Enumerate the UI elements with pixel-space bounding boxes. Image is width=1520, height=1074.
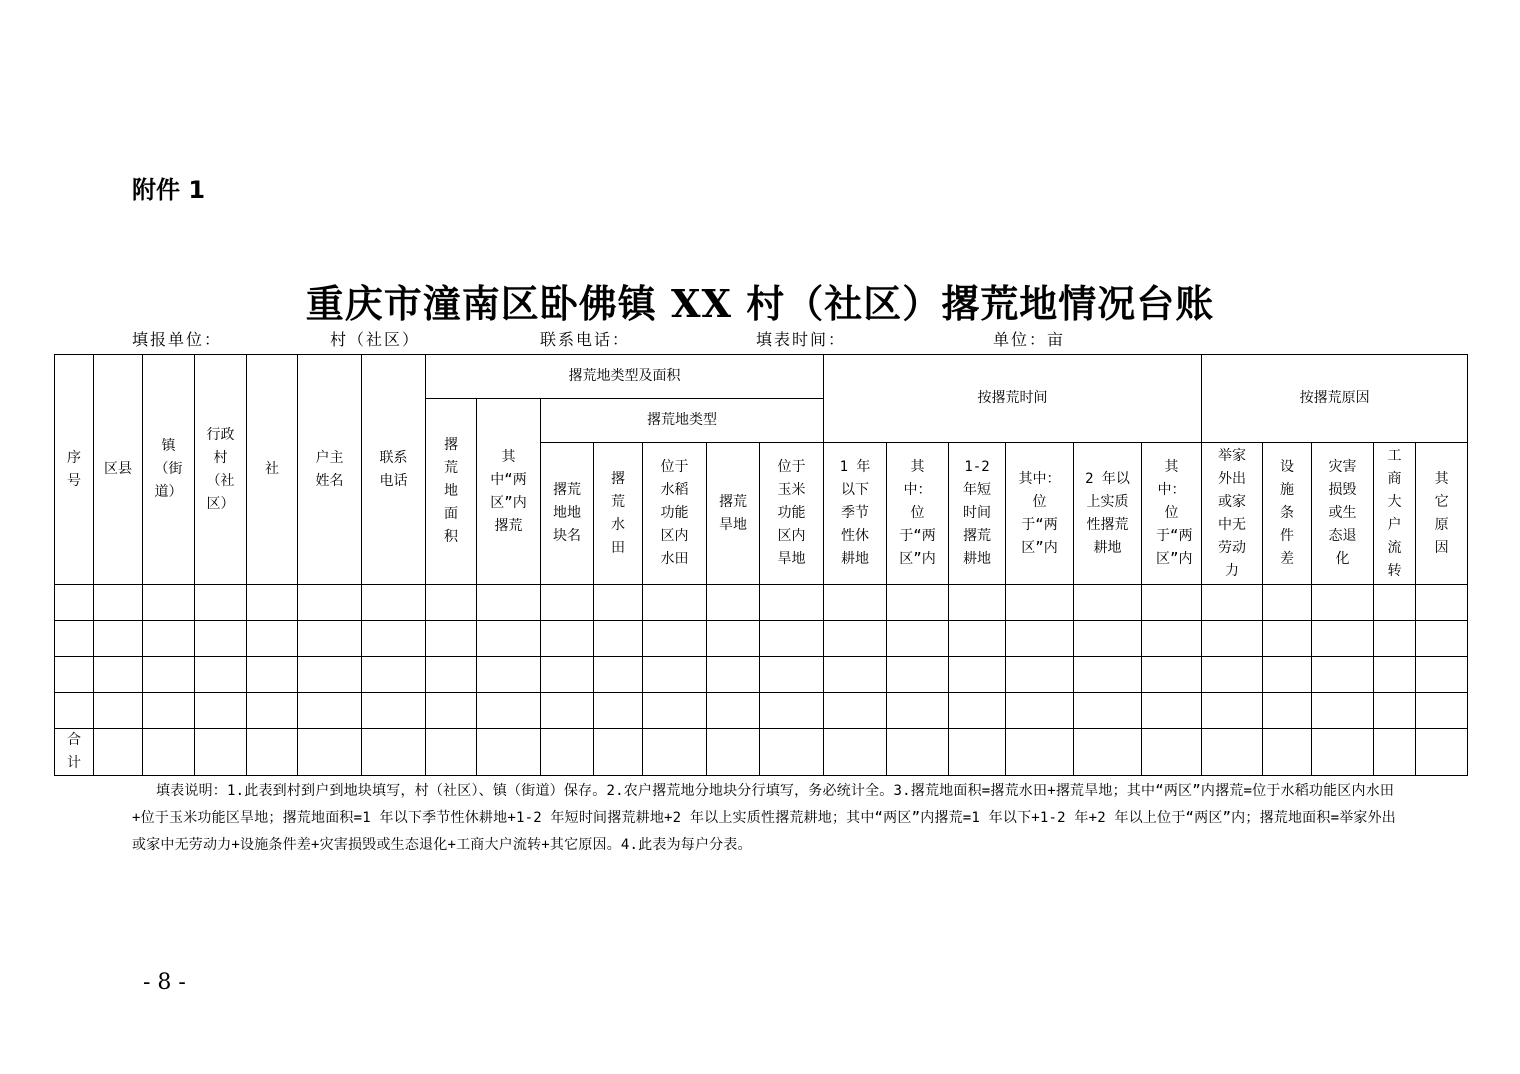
table-cell[interactable] xyxy=(643,621,707,657)
table-cell[interactable] xyxy=(298,657,362,693)
table-row xyxy=(55,693,1468,729)
table-cell[interactable] xyxy=(362,585,426,621)
table-cell[interactable] xyxy=(298,693,362,729)
group-land-type: 撂荒地类型 xyxy=(541,399,824,443)
table-cell[interactable] xyxy=(824,657,887,693)
table-cell[interactable] xyxy=(541,585,594,621)
table-cell[interactable] xyxy=(477,621,541,657)
table-cell[interactable] xyxy=(1074,585,1142,621)
table-cell[interactable] xyxy=(477,693,541,729)
group-type-and-area: 撂荒地类型及面积 xyxy=(426,355,824,399)
table-row xyxy=(55,585,1468,621)
table-cell[interactable] xyxy=(55,693,94,729)
table-cell[interactable] xyxy=(94,657,143,693)
col-abandoned-paddy: 撂荒水田 xyxy=(594,443,643,585)
table-cell[interactable] xyxy=(426,693,477,729)
table-cell[interactable] xyxy=(1006,657,1074,693)
table-cell[interactable] xyxy=(824,729,887,776)
table-cell[interactable] xyxy=(143,729,195,776)
table-cell[interactable] xyxy=(143,693,195,729)
table-cell[interactable] xyxy=(477,585,541,621)
table-cell[interactable] xyxy=(643,657,707,693)
table-cell[interactable] xyxy=(1263,729,1312,776)
attachment-label: 附件 1 xyxy=(132,176,206,204)
col-seasonal-fallow: 1 年以下季节性休耕地 xyxy=(824,443,887,585)
table-cell[interactable] xyxy=(760,693,824,729)
col-short-term: 1-2 年短时间撂荒耕地 xyxy=(949,443,1006,585)
table-cell[interactable] xyxy=(541,657,594,693)
table-cell[interactable] xyxy=(426,729,477,776)
col-abandoned-dryland: 撂荒旱地 xyxy=(707,443,760,585)
table-cell[interactable] xyxy=(594,693,643,729)
col-town: 镇（街道） xyxy=(143,355,195,585)
col-rice-zone-paddy: 位于水稻功能区内水田 xyxy=(643,443,707,585)
col-household-head: 户主姓名 xyxy=(298,355,362,585)
table-cell[interactable] xyxy=(707,693,760,729)
col-abandoned-area: 撂荒地面积 xyxy=(426,399,477,585)
table-row xyxy=(55,621,1468,657)
table-cell[interactable] xyxy=(1416,621,1468,657)
page-number: - 8 - xyxy=(143,970,186,995)
table-cell[interactable] xyxy=(195,585,247,621)
abandoned-land-ledger-table xyxy=(54,354,1468,776)
table-cell[interactable] xyxy=(887,585,949,621)
col-disaster-degradation: 灾害损毁或生态退化 xyxy=(1312,443,1374,585)
table-cell[interactable] xyxy=(1263,621,1312,657)
fill-time-label: 填表时间： xyxy=(756,330,847,349)
table-cell[interactable] xyxy=(94,621,143,657)
table-cell[interactable] xyxy=(298,729,362,776)
col-she: 社 xyxy=(247,355,298,585)
table-cell[interactable] xyxy=(760,657,824,693)
col-admin-village: 行政村（社区） xyxy=(195,355,247,585)
table-cell[interactable] xyxy=(1202,657,1263,693)
total-row-label: 合计 xyxy=(55,729,94,776)
col-two-zone-abandoned: 其中“两区”内撂荒 xyxy=(477,399,541,585)
table-cell[interactable] xyxy=(1142,585,1202,621)
table-cell[interactable] xyxy=(1202,693,1263,729)
table-cell[interactable] xyxy=(1142,657,1202,693)
table-cell[interactable] xyxy=(143,621,195,657)
table-cell[interactable] xyxy=(949,621,1006,657)
table-cell[interactable] xyxy=(760,729,824,776)
table-cell[interactable] xyxy=(949,657,1006,693)
table-cell[interactable] xyxy=(1263,693,1312,729)
table-cell[interactable] xyxy=(643,729,707,776)
table-cell[interactable] xyxy=(94,585,143,621)
table-cell[interactable] xyxy=(247,729,298,776)
table-cell[interactable] xyxy=(1006,621,1074,657)
table-cell[interactable] xyxy=(1202,621,1263,657)
table-cell[interactable] xyxy=(1006,585,1074,621)
table-cell[interactable] xyxy=(55,657,94,693)
col-other-reasons: 其它原因 xyxy=(1416,443,1468,585)
table-cell[interactable] xyxy=(643,693,707,729)
table-cell[interactable] xyxy=(426,585,477,621)
table-cell[interactable] xyxy=(94,693,143,729)
table-cell[interactable] xyxy=(1312,657,1374,693)
table-cell[interactable] xyxy=(1263,585,1312,621)
table-cell[interactable] xyxy=(1074,729,1142,776)
col-seq: 序号 xyxy=(55,355,94,585)
group-by-time: 按撂荒时间 xyxy=(824,355,1202,443)
table-cell[interactable] xyxy=(824,585,887,621)
col-of-which-two-zone-2: 其中：位于“两区”内 xyxy=(1006,443,1074,585)
table-cell[interactable] xyxy=(594,657,643,693)
col-business-transfer: 工商大户流转 xyxy=(1374,443,1416,585)
table-cell[interactable] xyxy=(887,621,949,657)
table-cell[interactable] xyxy=(1374,729,1416,776)
col-of-which-two-zone-3: 其中：位于“两区”内 xyxy=(1142,443,1202,585)
fill-instructions: 填表说明：1.此表到村到户到地块填写，村（社区）、镇（街道）保存。2.农户撂荒地分地块分行填写，务必统计全。3.撂荒地面积=撂荒水田+撂荒旱地；其中“两区”内撂荒=位于水稻功能区内水田+位于玉米功能区旱地；撂荒地面积=1 年以下季节性休耕地+1-2 年短时间撂荒耕地+2 年以上实质性撂荒耕地；其中“两区”内撂荒=1 年以下+1-2 年+2 年以上位于“两区”内；撂荒地面积=举家外出或家中无劳动力+设施条件差+灾害损毁或生态退化+工商大户流转+其它原因。4.此表为每户分表。 xyxy=(132,783,1396,853)
table-cell[interactable] xyxy=(1374,693,1416,729)
table-cell[interactable] xyxy=(887,657,949,693)
table-cell[interactable] xyxy=(195,657,247,693)
table-cell[interactable] xyxy=(362,621,426,657)
col-corn-zone-dryland: 位于玉米功能区内旱地 xyxy=(760,443,824,585)
table-cell[interactable] xyxy=(55,585,94,621)
table-cell[interactable] xyxy=(1074,693,1142,729)
table-cell[interactable] xyxy=(541,693,594,729)
table-cell[interactable] xyxy=(362,657,426,693)
table-cell[interactable] xyxy=(247,693,298,729)
table-cell[interactable] xyxy=(1374,657,1416,693)
table-cell[interactable] xyxy=(1374,621,1416,657)
table-cell[interactable] xyxy=(541,621,594,657)
table-cell[interactable] xyxy=(760,585,824,621)
table-cell[interactable] xyxy=(1416,729,1468,776)
table-cell[interactable] xyxy=(195,621,247,657)
table-cell[interactable] xyxy=(1074,621,1142,657)
table-cell[interactable] xyxy=(824,693,887,729)
table-cell[interactable] xyxy=(1142,621,1202,657)
table-cell[interactable] xyxy=(1202,585,1263,621)
table-cell[interactable] xyxy=(594,729,643,776)
table-cell[interactable] xyxy=(707,657,760,693)
table-cell[interactable] xyxy=(247,585,298,621)
table-cell[interactable] xyxy=(247,657,298,693)
table-cell[interactable] xyxy=(1416,657,1468,693)
col-whole-family-out: 举家外出或家中无劳动力 xyxy=(1202,443,1263,585)
table-cell[interactable] xyxy=(426,657,477,693)
fill-area-unit-label: 单位：亩 xyxy=(993,330,1066,349)
table-cell[interactable] xyxy=(94,729,143,776)
table-cell[interactable] xyxy=(949,729,1006,776)
document-title: 重庆市潼南区卧佛镇 XX 村（社区）撂荒地情况台账 xyxy=(305,281,1215,326)
table-row xyxy=(55,657,1468,693)
table-cell[interactable] xyxy=(643,585,707,621)
table-cell[interactable] xyxy=(143,585,195,621)
col-contact-phone: 联系电话 xyxy=(362,355,426,585)
fill-phone-label: 联系电话： xyxy=(540,330,631,349)
table-cell[interactable] xyxy=(824,621,887,657)
table-cell[interactable] xyxy=(594,585,643,621)
col-substantive: 2 年以上实质性撂荒耕地 xyxy=(1074,443,1142,585)
table-cell[interactable] xyxy=(477,657,541,693)
table-cell[interactable] xyxy=(477,729,541,776)
table-cell[interactable] xyxy=(1312,621,1374,657)
table-cell[interactable] xyxy=(1142,693,1202,729)
total-row xyxy=(55,729,1468,776)
table-cell[interactable] xyxy=(362,693,426,729)
group-by-reason: 按撂荒原因 xyxy=(1202,355,1468,443)
table-cell[interactable] xyxy=(247,621,298,657)
table-cell[interactable] xyxy=(1202,729,1263,776)
table-cell[interactable] xyxy=(1312,693,1374,729)
table-cell[interactable] xyxy=(55,621,94,657)
table-cell[interactable] xyxy=(298,585,362,621)
table-cell[interactable] xyxy=(707,729,760,776)
table-cell[interactable] xyxy=(1006,693,1074,729)
table-cell[interactable] xyxy=(1074,657,1142,693)
fill-village-label: 村（社区） xyxy=(330,330,421,349)
table-cell[interactable] xyxy=(426,621,477,657)
table-cell[interactable] xyxy=(1374,585,1416,621)
table-cell[interactable] xyxy=(760,621,824,657)
col-plot-name: 撂荒地地块名 xyxy=(541,443,594,585)
table-cell[interactable] xyxy=(887,693,949,729)
table-cell[interactable] xyxy=(949,693,1006,729)
table-cell[interactable] xyxy=(594,621,643,657)
col-poor-facilities: 设施条件差 xyxy=(1263,443,1312,585)
table-cell[interactable] xyxy=(1416,693,1468,729)
table-cell[interactable] xyxy=(1263,657,1312,693)
col-county: 区县 xyxy=(94,355,143,585)
table-cell[interactable] xyxy=(1312,585,1374,621)
table-cell[interactable] xyxy=(298,621,362,657)
table-cell[interactable] xyxy=(195,693,247,729)
table-cell[interactable] xyxy=(707,621,760,657)
table-cell[interactable] xyxy=(707,585,760,621)
col-of-which-two-zone-1: 其中：位于“两区”内 xyxy=(887,443,949,585)
table-cell[interactable] xyxy=(949,585,1006,621)
table-cell[interactable] xyxy=(362,729,426,776)
table-cell[interactable] xyxy=(1416,585,1468,621)
table-cell[interactable] xyxy=(143,657,195,693)
table-cell[interactable] xyxy=(887,729,949,776)
table-cell[interactable] xyxy=(1312,729,1374,776)
fill-unit-label: 填报单位： xyxy=(132,330,223,349)
table-cell[interactable] xyxy=(1006,729,1074,776)
table-cell[interactable] xyxy=(1142,729,1202,776)
table-cell[interactable] xyxy=(541,729,594,776)
table-cell[interactable] xyxy=(195,729,247,776)
